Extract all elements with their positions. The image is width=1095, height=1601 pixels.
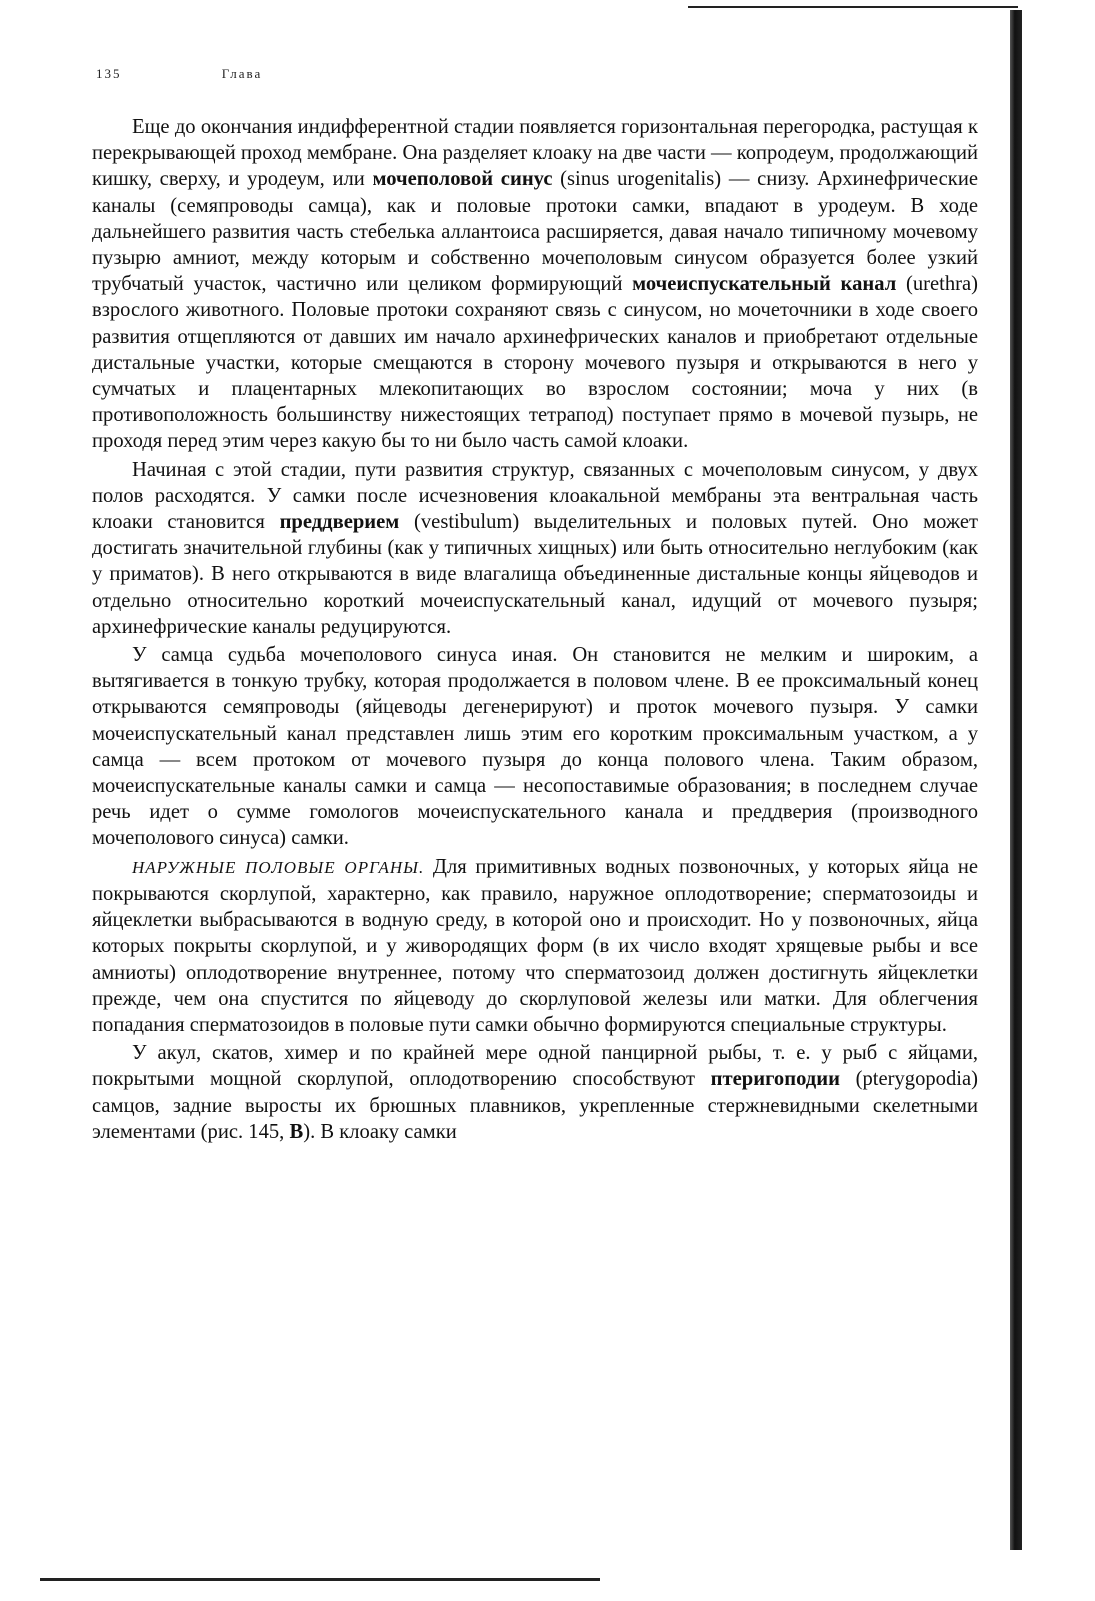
paragraph [92,642,978,852]
bold-term: В [289,1120,304,1143]
bold-term: преддверием [279,511,400,534]
text-run: Для примитивных водных позвоночных, у которых яйца не покрываются скорлупой, характерно, как правило, наружное оплодотворение; сперматозоиды и яйцеклетки выбрасываются в водную среду, в которой оно и происходит. Но у позвоночных, яйца которых покрыты скорлупой, и у живородящих форм (в их число входят хрящевые рыбы и все амниоты) оплодотворение внутреннее, потому что сперматозоид должен достигнуть яйцеклетки прежде, чем она спустится по яйцеводу до скорлуповой железы или матки. Для облегчения попадания сперматозоидов в половые пути самки обычно формируются специальные структуры. [92,855,978,1036]
text-run: (pterygopodia) самцов, задние выросты их брюшных плавников, укрепленные стержневидными скелетными элементами (рис. 145, [92,1068,978,1143]
top-rule [688,6,1018,8]
text-run: У самца судьба мочеполового синуса иная. Он становится не мелким и широким, а вытягивается в тонкую трубку, которая продолжается в половом члене. В ее проксимальный конец открываются семяпроводы (яйцеводы дегенерируют) и проток мочевого пузыря. У самки мочеиспускательный канал представлен лишь этим его коротким проксимальным участком, а у самца — всем протоком от мочевого пузыря до конца полового члена. Таким образом, мочеиспускательные каналы самки и самца — несопоставимые образования; в последнем случае речь идет о сумме гомологов мочеиспускательного канала и преддверия (производного мочеполового синуса) самки. [92,644,978,850]
text-run: У акул, скатов, химер и по крайней мере одной панцирной рыбы, т. е. у рыб с яйцами, покрытыми мощной скорлупой, оплодотворению способствуют [92,1042,978,1091]
text-run: (urethra) взрослого животного. Половые протоки сохраняют связь с синусом, но мочеточники в ходе своего развития отщепляются от давших им начало архинефрических каналов и приобретают отдельные дистальные участки, которые смещаются в сторону мочевого пузыря и открываются в него у сумчатых и плацентарных млекопитающих во взрослом состоянии; моча у них (в противоположность большинству нижестоящих тетрапод) поступает прямо в мочевой пузырь, не проходя перед этим через какую бы то ни было часть самой клоаки. [92,273,978,453]
text-run: Еще до окончания индифферентной стадии появляется горизонтальная перегородка, растущая к перекрывающей проход мембране. Она разделяет клоаку на две части — копродеум, продолжающий кишку, сверху, и уродеум, или [92,116,978,191]
section-heading: НАРУЖНЫЕ ПОЛОВЫЕ ОРГАНЫ. [132,857,425,877]
bold-term: мочеиспускательный канал [632,273,897,296]
running-header [96,66,262,82]
bottom-rule [40,1578,600,1581]
bold-term: мочеполовой синус [372,168,553,191]
running-head: Глава [221,66,263,81]
bold-term: птеригоподии [710,1068,840,1091]
page-edge-shadow [1010,10,1022,1550]
body-text [92,114,978,1147]
text-run: ). В клоаку самки [303,1120,457,1143]
paragraph [92,114,978,455]
text-run: Начиная с этой стадии, пути развития структур, связанных с мочеполовым синусом, у двух полов расходятся. У самки после исчезновения клоакальной мембраны эта вентральная часть клоаки становится [92,458,978,534]
text-run: (vestibulum) выделительных и половых путей. Оно может достигать значительной глубины (как у типичных хищных) или быть относительно неглубоким (как у приматов). В него открываются в виде влагалища объединенные дистальные концы яйцеводов и отдельно относительно короткий мочеиспускательный канал, идущий от мочевого пузыря; архинефрические каналы редуцируются. [92,511,978,638]
page-number: 135 [96,66,122,81]
paragraph [92,457,978,640]
text-run: (sinus urogenitalis) — снизу. Архинефрические каналы (семяпроводы самца), как и половые протоки самки, впадают в уродеум. В ходе дальнейшего развития часть стебелька аллантоиса расширяется, давая начало типичному мочевому пузырю амниот, между которым и собственно мочеполовым синусом образуется более узкий трубчатый участок, частично или целиком формирующий [92,168,978,296]
paragraph [92,854,978,1038]
paragraph [92,1040,978,1145]
